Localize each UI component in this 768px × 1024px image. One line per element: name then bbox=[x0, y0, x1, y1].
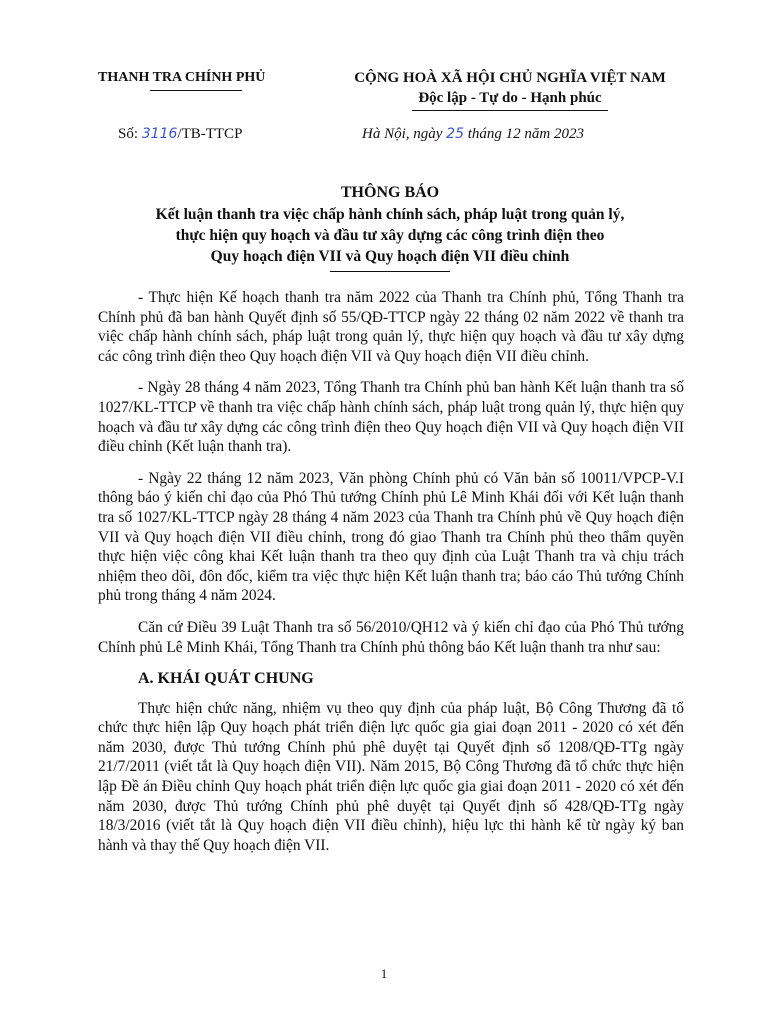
page-number: 1 bbox=[380, 966, 388, 981]
date-suffix: tháng 12 năm 2023 bbox=[464, 126, 584, 142]
docnum-suffix: /TB-TTCP bbox=[177, 126, 243, 142]
docnum-prefix: Số: bbox=[118, 126, 142, 142]
document-title-block bbox=[80, 182, 700, 272]
national-header bbox=[300, 68, 720, 111]
date-day-handwritten: 25 bbox=[446, 126, 464, 142]
national-motto: Độc lập - Tự do - Hạnh phúc bbox=[418, 90, 602, 106]
nation-name: CỘNG HOÀ XÃ HỘI CHỦ NGHĨA VIỆT NAM bbox=[354, 70, 666, 86]
subtitle-line-1: Kết luận thanh tra việc chấp hành chính sách, pháp luật trong quản lý, bbox=[155, 206, 625, 223]
subtitle-line-3: Quy hoạch điện VII và Quy hoạch điện VII điều chỉnh bbox=[210, 248, 570, 265]
section-heading-a: A. KHÁI QUÁT CHUNG bbox=[138, 670, 314, 688]
paragraph-5: Thực hiện chức năng, nhiệm vụ theo quy định của pháp luật, Bộ Công Thương đã tổ chức thực hiện lập Quy hoạch phát triển điện lực quốc gia giai đoạn 2011 - 2020 có xét đến năm 2030, được Thủ tướng Chính phủ phê duyệt tại Quyết định số 1208/QĐ-TTg ngày 21/7/2011 (viết tắt là Quy hoạch điện VII). Năm 2015, Bộ Công Thương đã tổ chức thực hiện lập Đề án Điều chỉnh Quy hoạch phát triển điện lực quốc gia giai đoạn 2011 - 2020 có xét đến năm 2030, được Thủ tướng Chính phủ phê duyệt tại Quyết định số 428/QĐ-TTg ngày 18/3/2016 (viết tắt là Quy hoạch điện VII điều chỉnh), hiệu lực thi hành kể từ ngày ký ban hành và thay thế Quy hoạch điện VII. bbox=[98, 699, 684, 854]
paragraph-2: - Ngày 28 tháng 4 năm 2023, Tổng Thanh tra Chính phủ ban hành Kết luận thanh tra số 1027/KL-TTCP về thanh tra việc chấp hành chính sách, pháp luật trong quản lý, thực hiện quy hoạch và đầu tư xây dựng các công trình điện theo Quy hoạch điện VII và Quy hoạch điện VII điều chỉnh (Kết luận thanh tra). bbox=[98, 379, 684, 456]
docnum-handwritten: 3116 bbox=[141, 126, 178, 142]
title-underline bbox=[330, 271, 450, 272]
paragraph-1: - Thực hiện Kế hoạch thanh tra năm 2022 của Thanh tra Chính phủ, Tổng Thanh tra Chính phủ đã ban hành Quyết định số 55/QĐ-TTCP ngày 22 tháng 02 năm 2022 về thanh tra việc chấp hành chính sách, pháp luật trong quản lý, thực hiện quy hoạch và đầu tư xây dựng các công trình điện theo Quy hoạch điện VII và Quy hoạch điện VII điều chỉnh. bbox=[98, 289, 684, 365]
document-date bbox=[362, 126, 584, 143]
document-title: THÔNG BÁO bbox=[340, 184, 440, 201]
document-number bbox=[118, 126, 242, 143]
document-body bbox=[98, 288, 684, 867]
agency-name: THANH TRA CHÍNH PHỦ bbox=[98, 70, 266, 85]
subtitle-line-2: thực hiện quy hoạch và đầu tư xây dựng các công trình điện theo bbox=[175, 227, 605, 244]
agency-header bbox=[98, 68, 298, 91]
motto-underline bbox=[412, 110, 608, 111]
paragraph-4: Căn cứ Điều 39 Luật Thanh tra số 56/2010/QH12 và ý kiến chỉ đạo của Phó Thủ tướng Chính phủ Lê Minh Khái, Tổng Thanh tra Chính phủ thông báo Kết luận thanh tra như sau: bbox=[98, 618, 684, 656]
agency-underline bbox=[150, 90, 242, 91]
date-prefix: Hà Nội, ngày bbox=[362, 126, 447, 142]
paragraph-3: - Ngày 22 tháng 12 năm 2023, Văn phòng Chính phủ có Văn bản số 10011/VPCP-V.I thông báo ý kiến chỉ đạo của Phó Thủ tướng Chính phủ Lê Minh Khái đối với Kết luận thanh tra số 1027/KL-TTCP ngày 28 tháng 4 năm 2023 của Thanh tra Chính phủ về Quy hoạch điện VII và Quy hoạch điện VII điều chỉnh, trong đó giao Thanh tra Chính phủ theo thẩm quyền thực hiện việc công khai Kết luận thanh tra theo quy định của Luật Thanh tra và chịu trách nhiệm theo dõi, đôn đốc, kiểm tra việc thực hiện Kết luận thanh tra; báo cáo Thủ tướng Chính phủ trong tháng 4 năm 2024. bbox=[98, 469, 684, 605]
